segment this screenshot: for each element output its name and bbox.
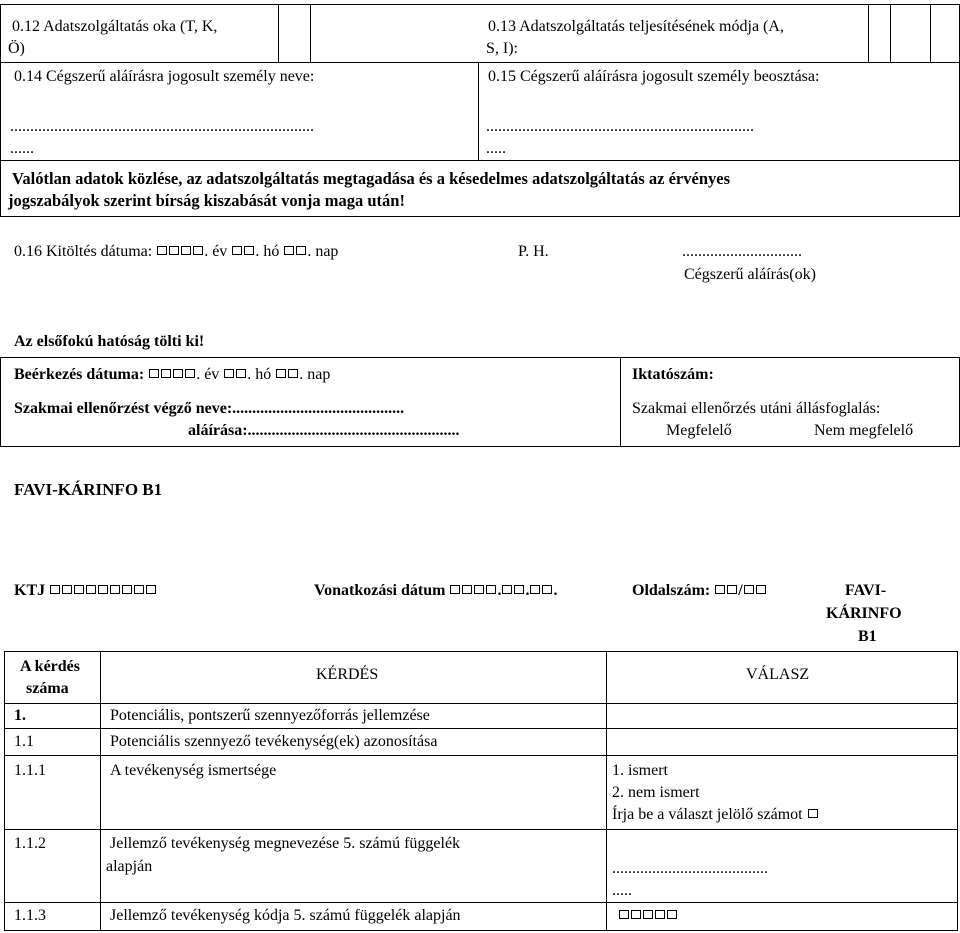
form-title: FAVI-KÁRINFO B1 [14, 480, 163, 499]
row-number: 1.1.1 [14, 762, 46, 779]
row-question: Potenciális, pontszerű szennyezőforrás jellemzése [110, 707, 430, 724]
month-boxes[interactable] [231, 243, 255, 260]
row-number: 1.1.3 [14, 907, 46, 924]
warning-text: Valótlan adatok közlése, az adatszolgáltatás megtagadása és a késedelmes adatszolgáltatás az érvényes [12, 169, 730, 188]
received-day-suffix: . nap [299, 366, 331, 383]
warning-text-cont: jogszabályok szerint bírság kiszabását vonja maga után! [8, 191, 405, 210]
year-boxes[interactable] [156, 243, 204, 260]
field-012-label-cont: Ö) [8, 40, 25, 57]
received-date-row [14, 364, 330, 386]
activity-name-dots[interactable]: ....................................... [612, 860, 768, 877]
signer-title-dots[interactable]: ................................................................... [486, 118, 754, 135]
col-header-number-cont: száma [26, 680, 69, 697]
row-number: 1.1.2 [14, 835, 46, 852]
row-number: 1. [14, 707, 26, 724]
reference-date-label: Vonatkozási dátum [314, 582, 446, 599]
form-code-3: B1 [858, 628, 877, 645]
row-question: A tevékenység ismertsége [110, 762, 277, 779]
answer-instruction [612, 804, 819, 826]
form-code-2: KÁRINFO [826, 605, 902, 622]
field-015-label: 0.15 Cégszerű aláírásra jogosult személy beosztása: [488, 68, 820, 85]
reference-date-field [314, 580, 557, 602]
row-number: 1.1 [14, 733, 34, 750]
received-day-boxes[interactable] [275, 366, 299, 383]
field-013-label: 0.13 Adatszolgáltatás teljesítésének módja (A, [488, 18, 784, 35]
signer-name-dots-cont: ...... [10, 140, 34, 157]
received-date-label: Beérkezés dátuma: [14, 366, 145, 383]
page-number-label: Oldalszám: [632, 582, 711, 599]
received-year-suffix: . év [196, 366, 220, 383]
row-question-cont: alapján [106, 858, 153, 875]
row-question: Jellemző tevékenység megnevezése 5. számú függelék [110, 835, 461, 852]
checker-signature-field[interactable]: aláírása:..................................................... [188, 422, 460, 439]
year-suffix: . év [204, 243, 228, 260]
reference-date-boxes[interactable]: . . . [449, 582, 557, 599]
page-number-boxes[interactable]: / [714, 582, 766, 599]
checker-name-field[interactable]: Szakmai ellenőrzést végző neve:........................................... [14, 400, 405, 417]
field-014-label: 0.14 Cégszerű aláírásra jogosult személy neve: [14, 68, 315, 85]
ktj-field [14, 580, 157, 602]
answer-option-known: 1. ismert [612, 762, 668, 779]
registration-number-label: Iktatószám: [632, 366, 714, 383]
row-question: Potenciális szennyező tevékenység(ek) azonosítása [110, 733, 438, 750]
fill-date-row [14, 241, 338, 263]
activity-code-boxes[interactable] [618, 905, 678, 927]
received-month-suffix: . hó [247, 366, 272, 383]
field-013-label-cont: S, I): [486, 40, 518, 57]
received-month-boxes[interactable] [223, 366, 247, 383]
stamp-label: P. H. [518, 243, 549, 260]
col-header-question: KÉRDÉS [316, 666, 379, 683]
authority-heading: Az elsőfokú hatóság tölti ki! [14, 333, 205, 350]
form-code-1: FAVI- [845, 582, 887, 599]
signature-label: Cégszerű aláírás(ok) [684, 266, 816, 283]
day-suffix: . nap [307, 243, 339, 260]
received-year-boxes[interactable] [148, 366, 196, 383]
row-question: Jellemző tevékenység kódja 5. számú függelék alapján [110, 907, 461, 924]
day-boxes[interactable] [283, 243, 307, 260]
answer-instruction-text: Írja be a választ jelölő számot [612, 806, 803, 823]
answer-box[interactable] [808, 809, 818, 818]
fill-date-label: 0.16 Kitöltés dátuma: [14, 243, 153, 260]
col-header-number: A kérdés [20, 658, 80, 675]
col-header-answer: VÁLASZ [746, 666, 810, 683]
activity-name-dots-cont: ..... [612, 882, 632, 899]
ktj-label: KTJ [14, 582, 46, 599]
ktj-boxes[interactable] [49, 582, 157, 599]
field-012-label: 0.12 Adatszolgáltatás oka (T, K, [12, 18, 218, 35]
signature-dots[interactable]: .............................. [682, 243, 802, 260]
opinion-ok[interactable]: Megfelelő [666, 422, 732, 439]
signer-title-dots-cont: ..... [486, 140, 506, 157]
page-number-field [632, 580, 767, 602]
answer-option-unknown: 2. nem ismert [612, 784, 700, 801]
opinion-label: Szakmai ellenőrzés utáni állásfoglalás: [632, 400, 881, 417]
opinion-not-ok[interactable]: Nem megfelelő [814, 422, 914, 439]
signer-name-dots[interactable]: ............................................................................ [10, 118, 314, 135]
month-suffix: . hó [255, 243, 280, 260]
